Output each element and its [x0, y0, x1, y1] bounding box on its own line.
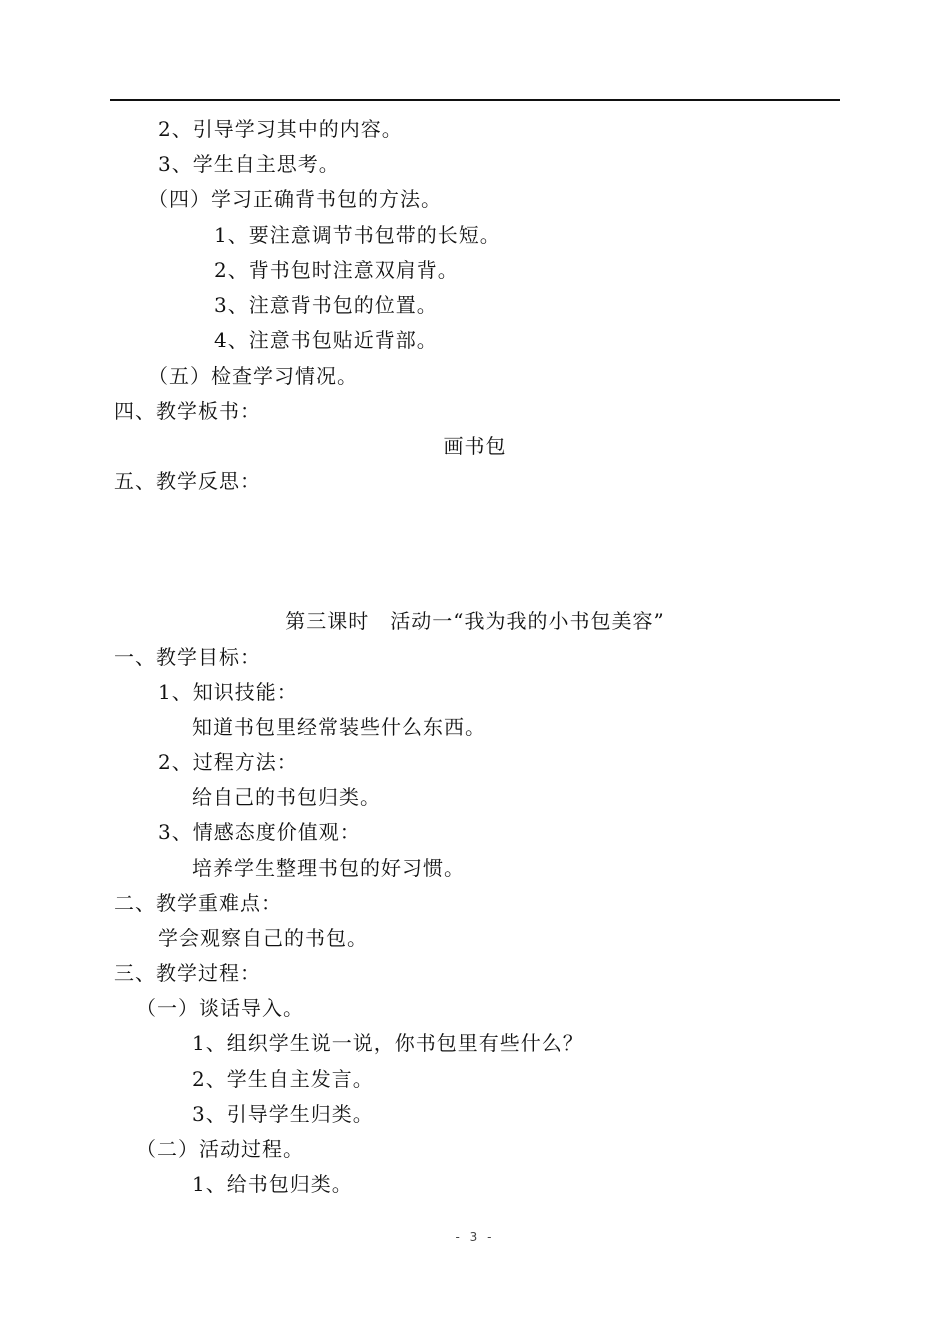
text-line: 知道书包里经常装些什么东西。 — [192, 715, 486, 739]
text-line: 1、要注意调节书包带的长短。 — [214, 223, 501, 247]
text-line: 3、注意背书包的位置。 — [214, 293, 438, 317]
section-heading: 四、教学板书： — [114, 399, 261, 423]
page-number: - 3 - — [455, 1230, 495, 1244]
section-heading: 一、教学目标： — [114, 645, 261, 669]
header-rule — [110, 99, 840, 101]
text-line: 3、情感态度价值观： — [158, 820, 361, 844]
section-heading: 二、教学重难点： — [114, 891, 282, 915]
text-line: 1、知识技能： — [158, 680, 298, 704]
text-line: 2、引导学习其中的内容。 — [158, 117, 403, 141]
section-heading: （五）检查学习情况。 — [148, 364, 358, 388]
text-line: 给自己的书包归类。 — [192, 785, 381, 809]
text-line: 3、引导学生归类。 — [192, 1102, 374, 1126]
text-line: 1、组织学生说一说，你书包里有些什么？ — [192, 1031, 584, 1055]
text-line: 3、学生自主思考。 — [158, 152, 340, 176]
text-line: 2、背书包时注意双肩背。 — [214, 258, 459, 282]
text-line: 2、学生自主发言。 — [192, 1067, 374, 1091]
section-heading: （一）谈话导入。 — [136, 996, 304, 1020]
lesson-title: 第三课时 活动一“我为我的小书包美容” — [285, 609, 665, 633]
section-heading: 五、教学反思： — [114, 469, 261, 493]
text-line: 学会观察自己的书包。 — [158, 926, 368, 950]
section-heading: （四）学习正确背书包的方法。 — [148, 187, 442, 211]
text-line: 1、给书包归类。 — [192, 1172, 353, 1196]
section-heading: （二）活动过程。 — [136, 1137, 304, 1161]
text-line: 培养学生整理书包的好习惯。 — [192, 856, 465, 880]
text-line: 4、注意书包贴近背部。 — [214, 328, 438, 352]
board-title: 画书包 — [443, 434, 507, 458]
text-line: 2、过程方法： — [158, 750, 298, 774]
section-heading: 三、教学过程： — [114, 961, 261, 985]
